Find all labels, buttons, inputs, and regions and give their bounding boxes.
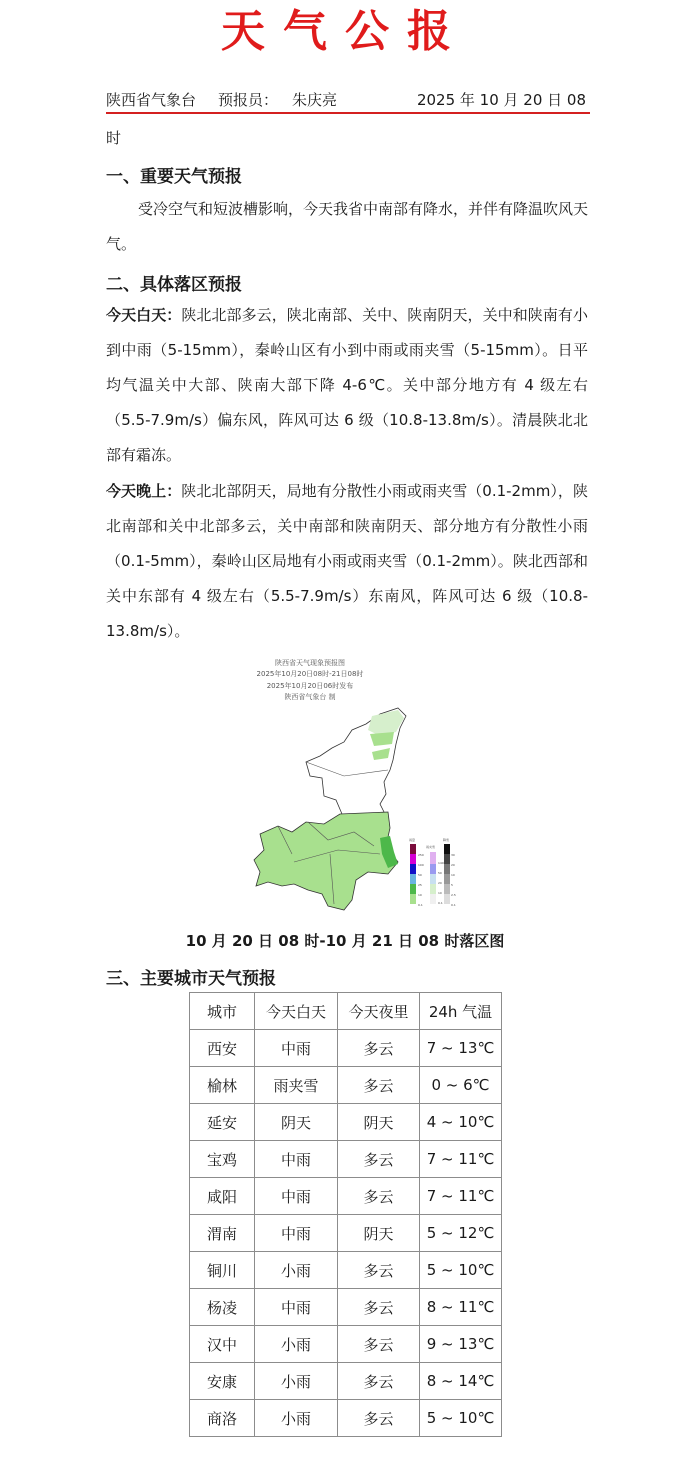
legend-label: 50: [418, 873, 422, 877]
table-cell: 铜川: [190, 1252, 255, 1289]
legend-swatch: [410, 874, 416, 884]
table-cell: 多云: [338, 1030, 420, 1067]
map-header-line-4: 陕西省气象台 制: [284, 693, 336, 701]
table-cell: 0 ~ 6℃: [420, 1067, 502, 1104]
table-cell: 延安: [190, 1104, 255, 1141]
table-cell: 多云: [338, 1400, 420, 1437]
legend-label: 10: [438, 891, 442, 895]
forecaster-label: 预报员：: [218, 91, 279, 109]
table-cell: 5 ~ 10℃: [420, 1400, 502, 1437]
section1-text: 受冷空气和短波槽影响，今天我省中南部有降水，并伴有降温吹风天气。: [106, 200, 589, 253]
table-cell: 中雨: [255, 1178, 338, 1215]
table-cell: 多云: [338, 1326, 420, 1363]
table-cell: 杨凌: [190, 1289, 255, 1326]
legend-swatch: [430, 852, 436, 864]
table-cell: 8 ~ 11℃: [420, 1289, 502, 1326]
legend-title: 雨夹雪: [426, 845, 436, 849]
table-cell: 小雨: [255, 1326, 338, 1363]
table-cell: 阴天: [338, 1215, 420, 1252]
table-row: [190, 1289, 502, 1326]
table-cell: 多云: [338, 1363, 420, 1400]
legend-swatch: [410, 894, 416, 904]
night-forecast: [106, 474, 588, 649]
table-row: [190, 1252, 502, 1289]
legend-snow: [430, 852, 436, 904]
table-cell: 中雨: [255, 1030, 338, 1067]
table-cell: 8 ~ 14℃: [420, 1363, 502, 1400]
night-label: 今天晚上：: [106, 482, 182, 500]
legend-title: 雨量: [409, 838, 416, 842]
legend-label: 5: [451, 883, 453, 887]
legend-label: 0.1: [438, 901, 443, 905]
legend-label: 0.1: [451, 903, 456, 907]
table-cell: 中雨: [255, 1215, 338, 1252]
table-cell: 雨夹雪: [255, 1067, 338, 1104]
section2-heading: 二、具体落区预报: [106, 275, 242, 295]
legend-label: 250: [418, 853, 424, 857]
precipitation-map: [248, 704, 458, 916]
legend-swatch: [410, 844, 416, 854]
legend-label: 25: [418, 883, 422, 887]
map-south-rain-area: [254, 812, 398, 910]
legend-swatch: [430, 894, 436, 904]
table-cell: 多云: [338, 1178, 420, 1215]
legend-swatch: [410, 864, 416, 874]
legend-swatch: [430, 864, 436, 874]
legend-swatch: [410, 854, 416, 864]
night-text: 陕北北部阴天，局地有分散性小雨或雨夹雪（0.1-2mm），陕北南部和关中北部多云，关中南部和陕南阴天、部分地方有分散性小雨（0.1-5mm），秦岭山区局地有小雨或雨夹雪（0.1-2mm）。陕北西部和关中东部有 4 级左右（5.5-7.9m/s）东南风，阵风可达 6 级（10.8-13.8m/s）。: [106, 482, 588, 640]
daytime-label: 今天白天：: [106, 306, 182, 324]
table-row: [190, 1104, 502, 1141]
table-row: [190, 1400, 502, 1437]
map-north-rain-patch: [370, 732, 394, 746]
agency-name: 陕西省气象台: [106, 91, 197, 109]
table-cell: 9 ~ 13℃: [420, 1326, 502, 1363]
legend-label: 10: [418, 893, 422, 897]
table-row: [190, 1141, 502, 1178]
legend-label: 50: [438, 871, 442, 875]
bulletin-title: 天气公报: [221, 6, 469, 57]
table-cell: 4 ~ 10℃: [420, 1104, 502, 1141]
table-cell: 阴天: [255, 1104, 338, 1141]
table-cell: 榆林: [190, 1067, 255, 1104]
column-header: 今天夜里: [338, 993, 420, 1030]
table-cell: 西安: [190, 1030, 255, 1067]
legend-label: 0.1: [418, 903, 423, 907]
daytime-forecast: [106, 298, 588, 473]
table-cell: 7 ~ 11℃: [420, 1178, 502, 1215]
legend-swatch: [410, 884, 416, 894]
legend-label: 140: [438, 861, 444, 865]
legend-label: 100: [418, 863, 424, 867]
legend-swatch: [430, 884, 436, 894]
table-cell: 阴天: [338, 1104, 420, 1141]
map-header-line-1: 陕西省天气现象预报图: [275, 659, 345, 667]
issuer-line: [106, 90, 590, 114]
table-header-row: [190, 993, 502, 1030]
table-cell: 中雨: [255, 1141, 338, 1178]
table-cell: 多云: [338, 1289, 420, 1326]
legend-label: 30: [451, 853, 455, 857]
table-cell: 小雨: [255, 1400, 338, 1437]
table-cell: 渭南: [190, 1215, 255, 1252]
legend-swatch: [444, 864, 450, 874]
table-row: [190, 1215, 502, 1252]
table-cell: 商洛: [190, 1400, 255, 1437]
table-cell: 5 ~ 10℃: [420, 1252, 502, 1289]
legend-swatch: [444, 884, 450, 894]
table-row: [190, 1030, 502, 1067]
map-caption: 10 月 20 日 08 时-10 月 21 日 08 时落区图: [185, 932, 505, 950]
daytime-text: 陕北北部多云，陕北南部、关中、陕南阴天，关中和陕南有小到中雨（5-15mm），秦岭山区有小到中雨或雨夹雪（5-15mm）。日平均气温关中大部、陕南大部下降 4-6℃。关中部分地方有 4 级左右（5.5-7.9m/s）偏东风，阵风可达 6 级（10.8-13.8m/s）。清晨陕北北部有霜冻。: [106, 306, 588, 464]
table-cell: 汉中: [190, 1326, 255, 1363]
issue-date: 2025 年 10 月 20 日 08: [416, 91, 586, 109]
map-header-line-2: 2025年10月20日08时-21日08时: [256, 670, 364, 678]
table-cell: 多云: [338, 1141, 420, 1178]
table-cell: 7 ~ 13℃: [420, 1030, 502, 1067]
legend-gray: [444, 844, 450, 904]
table-cell: 中雨: [255, 1289, 338, 1326]
issue-hour: 时: [106, 129, 122, 147]
table-row: [190, 1178, 502, 1215]
legend-rain: [410, 844, 416, 904]
legend-label: 20: [451, 863, 455, 867]
table-row: [190, 1326, 502, 1363]
table-cell: 小雨: [255, 1252, 338, 1289]
section1-heading: 一、重要天气预报: [106, 167, 242, 187]
table-cell: 安康: [190, 1363, 255, 1400]
legend-swatch: [444, 894, 450, 904]
column-header: 今天白天: [255, 993, 338, 1030]
map-header-line-3: 2025年10月20日06时发布: [266, 682, 354, 690]
forecaster-name: 朱庆亮: [292, 91, 338, 109]
legend-swatch: [444, 854, 450, 864]
legend-label: 20: [438, 881, 442, 885]
table-cell: 5 ~ 12℃: [420, 1215, 502, 1252]
table-cell: 宝鸡: [190, 1141, 255, 1178]
legend-swatch: [444, 874, 450, 884]
table-cell: 7 ~ 11℃: [420, 1141, 502, 1178]
table-cell: 咸阳: [190, 1178, 255, 1215]
table-row: [190, 1067, 502, 1104]
column-header: 24h 气温: [420, 993, 502, 1030]
legend-label: 2.5: [451, 893, 456, 897]
city-forecast-table: [189, 992, 502, 1437]
section3-heading: 三、主要城市天气预报: [106, 969, 276, 989]
legend-swatch: [444, 844, 450, 854]
table-cell: 多云: [338, 1067, 420, 1104]
table-cell: 多云: [338, 1252, 420, 1289]
column-header: 城市: [190, 993, 255, 1030]
legend-label: 10: [451, 873, 455, 877]
table-row: [190, 1363, 502, 1400]
legend-title: 降雪: [443, 838, 450, 842]
table-cell: 小雨: [255, 1363, 338, 1400]
legend-swatch: [430, 874, 436, 884]
